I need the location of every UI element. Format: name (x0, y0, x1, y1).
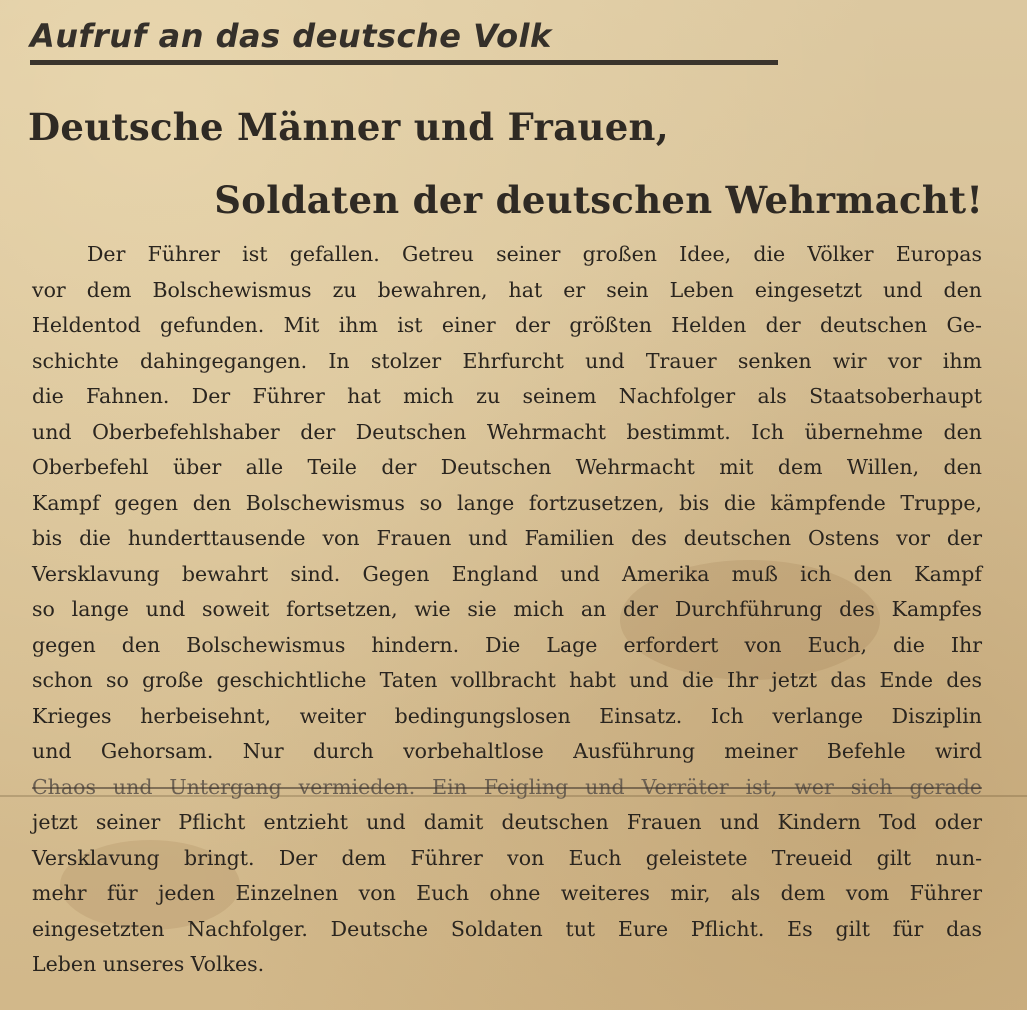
body-line: bis die hunderttausende von Frauen und Familien des deutschen Ostens vor der (32, 526, 982, 550)
body-line: jetzt seiner Pflicht entzieht und damit deutschen Frauen und Kindern Tod oder (32, 810, 982, 834)
proclamation-body (32, 237, 982, 983)
headline-line-1: Deutsche Männer und Frauen, (28, 105, 669, 149)
body-line: und Gehorsam. Nur durch vorbehaltlose Ausführung meiner Befehle wird (32, 739, 982, 763)
body-line: mehr für jeden Einzelnen von Euch ohne weiteres mir, als dem vom Führer (32, 881, 982, 905)
body-line: Krieges herbeisehnt, weiter bedingungslosen Einsatz. Ich verlange Disziplin (32, 703, 982, 728)
body-line: Kampf gegen den Bolschewismus so lange fortzusetzen, bis die kämpfende Truppe, (32, 490, 982, 515)
body-line: vor dem Bolschewismus zu bewahren, hat er sein Leben eingesetzt und den (32, 277, 982, 302)
body-line: gegen den Bolschewismus hindern. Die Lage erfordert von Euch, die Ihr (32, 632, 982, 657)
body-line: und Oberbefehlshaber der Deutschen Wehrmacht bestimmt. Ich übernehme den (32, 419, 982, 444)
headline-line-2: Soldaten der deutschen Wehrmacht! (214, 178, 983, 222)
body-line: Oberbefehl über alle Teile der Deutschen Wehrmacht mit dem Willen, den (32, 455, 982, 479)
paper-fold-line (0, 795, 1027, 797)
body-line-folded: Chaos und Untergang vermieden. Ein Feigling und Verräter ist, wer sich gerade (32, 774, 982, 799)
body-line: Versklavung bewahrt sind. Gegen England und Amerika muß ich den Kampf (32, 561, 982, 586)
body-line: die Fahnen. Der Führer hat mich zu seinem Nachfolger als Staatsoberhaupt (32, 384, 982, 408)
body-line: Versklavung bringt. Der dem Führer von Euch geleistete Treueid gilt nun- (32, 845, 982, 870)
body-line: eingesetzten Nachfolger. Deutsche Soldaten tut Eure Pflicht. Es gilt für das (32, 916, 982, 941)
body-line: Leben unseres Volkes. (32, 952, 265, 976)
body-line: schon so große geschichtliche Taten vollbracht habt und die Ihr jetzt das Ende des (32, 668, 982, 692)
body-line: so lange und soweit fortsetzen, wie sie mich an der Durchführung des Kampfes (32, 597, 982, 621)
section-header-title: Aufruf an das deutsche Volk (30, 17, 552, 55)
body-line: Der Führer ist gefallen. Getreu seiner großen Idee, die Völker Europas (87, 242, 982, 266)
body-line: schichte dahingegangen. In stolzer Ehrfurcht und Trauer senken wir vor ihm (32, 348, 982, 373)
body-line: Heldentod gefunden. Mit ihm ist einer der größten Helden der deutschen Ge- (32, 313, 982, 337)
header-rule-divider (30, 60, 778, 65)
